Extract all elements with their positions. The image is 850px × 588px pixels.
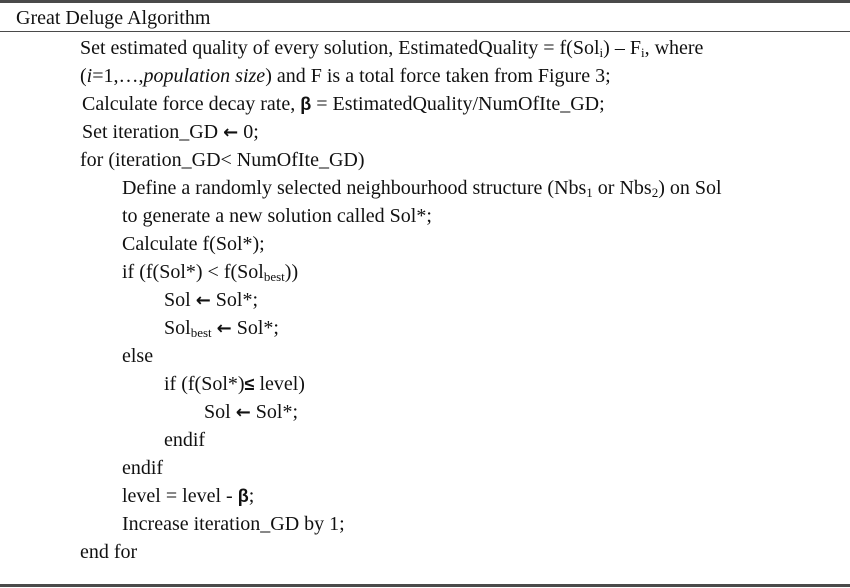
- line-endif-inner: endif: [164, 429, 206, 451]
- line-endif-outer: endif: [122, 457, 164, 479]
- line-population-note: (i=1,…,population size) and F is a total force taken from Figure 3;: [80, 65, 611, 87]
- table-bottom-rule: [0, 584, 850, 587]
- left-arrow-icon: ←: [216, 318, 232, 339]
- line-assign-sol: Sol ← Sol*;: [164, 289, 259, 311]
- line-decay-rate: Calculate force decay rate, β = EstimatedQuality/NumOfIte_GD;: [82, 93, 605, 115]
- line-calculate-f: Calculate f(Sol*);: [122, 233, 265, 255]
- left-arrow-icon: ←: [223, 122, 239, 143]
- line-if-level: if (f(Sol*)≤ level): [164, 373, 305, 395]
- beta-symbol: β: [300, 94, 312, 114]
- line-for-loop: for (iteration_GD< NumOfIte_GD): [80, 149, 365, 171]
- line-generate-solution: to generate a new solution called Sol*;: [122, 205, 432, 227]
- left-arrow-icon: ←: [195, 290, 211, 311]
- leq-symbol: ≤: [244, 374, 255, 394]
- line-set-iteration: Set iteration_GD ← 0;: [82, 121, 259, 143]
- table-top-rule: [0, 0, 850, 3]
- line-estimated-quality: Set estimated quality of every solution, EstimatedQuality = $f(Sol_i) - F_i$, where: [80, 37, 704, 60]
- left-arrow-icon: ←: [235, 402, 251, 423]
- beta-symbol: β: [237, 486, 249, 506]
- line-end-for: end for: [80, 541, 138, 563]
- line-define-neighbourhood: Define a randomly selected neighbourhood structure (Nbs$_1$ or Nbs$_2$) on Sol: [122, 177, 722, 200]
- line-else: else: [122, 345, 154, 367]
- line-if-better: if (f(Sol*) < f(Sol$_{best}$)): [122, 261, 299, 284]
- algorithm-title: Great Deluge Algorithm: [16, 7, 211, 29]
- header-divider-rule: [0, 31, 850, 32]
- line-assign-sol-inner: Sol ← Sol*;: [204, 401, 299, 423]
- line-assign-sol-best: Sol$_{best}$ ← Sol*;: [164, 317, 279, 340]
- line-increase-iteration: Increase iteration_GD by 1;: [122, 513, 345, 535]
- line-level-update: level = level - β;: [122, 485, 255, 507]
